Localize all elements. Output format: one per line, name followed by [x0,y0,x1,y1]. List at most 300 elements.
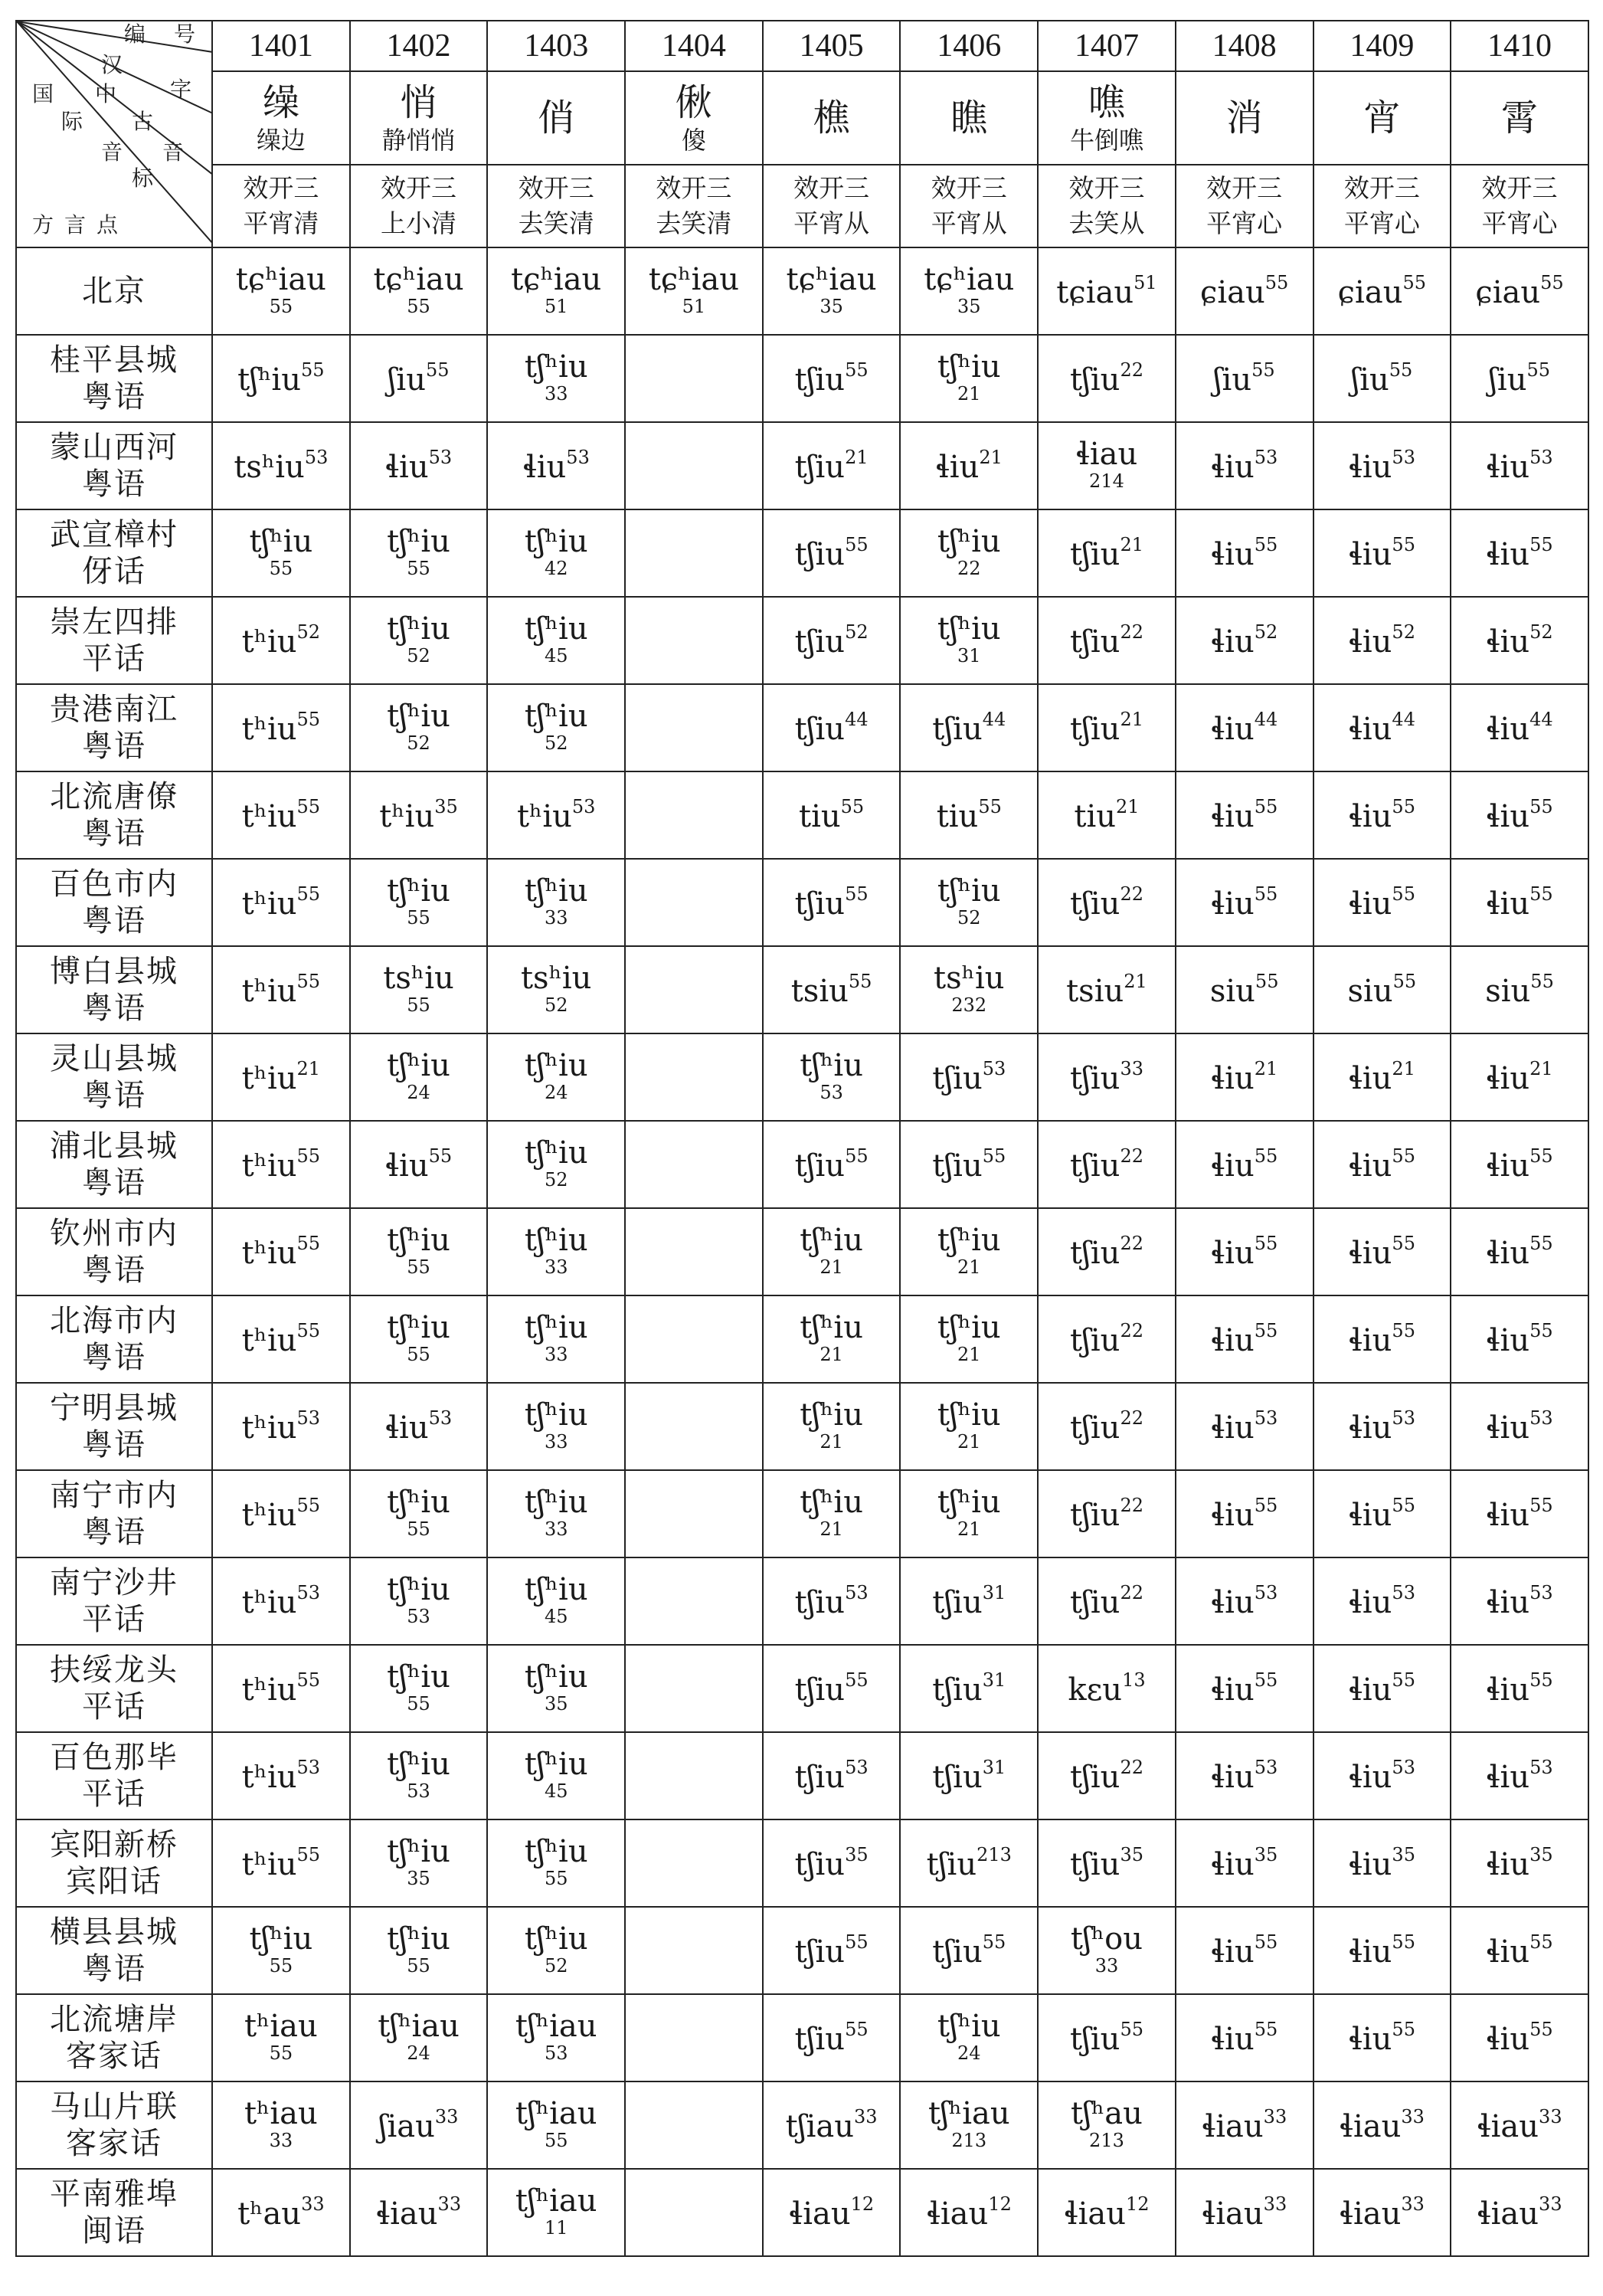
ipa-syllable: tʃʰiu [387,1484,450,1520]
dialect-point-label: 宾阳话 [66,1864,162,1899]
ipa-syllable: tsiu [790,973,849,1009]
tone-value: 22 [957,557,981,579]
ipa-transcription [373,263,463,316]
ipa-syllable: tʃiu [1069,1846,1120,1882]
ipa-syllable: ɬiu [1486,1497,1530,1533]
ipa-syllable: tʃiu [1069,362,1120,398]
ipa-transcription [927,2194,1012,2231]
pronunciation-cell [212,1994,350,2081]
dialect-point-cell [16,1121,212,1208]
tone-value: 55 [1540,271,1564,293]
ipa-transcription [1486,1757,1552,1794]
ipa-syllable: tɕiau [1056,274,1134,310]
char-number: 1410 [1451,21,1588,71]
pronunciation-cell [212,1470,350,1557]
corner-diagonals [17,21,212,244]
tone-value: 55 [1254,1232,1278,1254]
dialect-table [15,20,1589,2257]
tone-value: 33 [1539,2105,1562,2127]
ipa-syllable: tʃʰiu [937,1484,1001,1520]
tone-value: 55 [296,1319,321,1341]
tone-value: 55 [845,2018,869,2040]
tone-value: 55 [296,1494,321,1516]
ipa-transcription [234,447,328,484]
tone-value: 44 [845,708,869,730]
ipa-transcription [1489,360,1550,397]
pronunciation-cell [350,1383,488,1470]
pronunciation-cell [1313,1121,1451,1208]
ipa-syllable: ɬiu [1348,2021,1392,2057]
pronunciation-cell [625,2169,763,2256]
ipa-transcription [1349,1321,1415,1358]
ipa-transcription [1070,1495,1143,1532]
ipa-syllable: tʃʰiu [524,523,588,559]
dialect-point-label: 平话 [82,641,146,676]
tone-value: 55 [845,1931,869,1953]
tone-value: 35 [544,1692,568,1715]
ipa-syllable: ɬiu [1348,1410,1392,1446]
dialect-row [16,1557,1588,1645]
ipa-transcription [937,1311,1001,1364]
tone-value: 55 [978,795,1002,817]
tone-value: 55 [845,533,869,555]
dialect-point-label: 粤语 [82,379,146,414]
pronunciation-cell [1451,1732,1588,1819]
ipa-syllable: tʰiu [379,798,435,834]
ipa-syllable: tʃʰiu [387,611,450,647]
tone-value: 55 [1392,2018,1415,2040]
dialect-point-label: 北海市内 [50,1303,178,1338]
pronunciation-cell [900,2081,1038,2169]
tone-value: 213 [951,2129,987,2151]
tone-value: 21 [296,1057,321,1079]
tone-value: 33 [544,1518,568,1540]
ipa-transcription [242,1670,320,1707]
pronunciation-cell [763,1208,901,1295]
ipa-transcription [525,699,588,753]
tone-value: 21 [819,1256,843,1278]
dialect-point-cell [16,1907,212,1994]
dialect-point-cell [16,597,212,684]
ipa-transcription [387,525,450,578]
pronunciation-cell [212,1732,350,1819]
pronunciation-cell [350,1645,488,1732]
tone-value: 12 [850,2193,875,2215]
tone-value: 33 [1263,2105,1287,2127]
tone-value: 53 [296,1581,321,1603]
dialect-point-label: 粤语 [82,1515,146,1550]
pronunciation-cell [1451,1994,1588,2081]
phonological-class-cell [1176,165,1313,247]
tone-value: 55 [1264,271,1289,293]
corner-label: 汉 [101,52,123,77]
ipa-syllable: tʃʰau [1071,2095,1143,2131]
pronunciation-cell [212,1295,350,1383]
pronunciation-cell [212,247,350,335]
tone-value: 33 [434,2105,459,2127]
tone-value: 22 [1120,621,1143,643]
pronunciation-cell [212,1819,350,1907]
pronunciation-cell [625,1383,763,1470]
pronunciation-cell [763,247,901,335]
dialect-point-label: 北京 [82,273,146,309]
dialect-point-label: 北流塘岸 [50,2002,178,2037]
tone-value: 35 [1529,1843,1553,1865]
ipa-syllable: ɬiu [522,449,567,485]
dialect-row [16,1645,1588,1732]
tone-value: 33 [1120,1057,1143,1079]
pronunciation-cell [900,946,1038,1033]
ipa-syllable: tʃiu [932,1934,983,1970]
tone-value: 21 [957,1343,981,1365]
pronunciation-cell [1313,684,1451,771]
tone-value: 52 [544,1168,568,1191]
pronunciation-cell [625,771,763,859]
ipa-syllable: ɬiu [1348,1759,1392,1795]
ipa-transcription [1211,884,1277,921]
ipa-transcription [795,1932,869,1969]
ipa-syllable: tʃiu [1069,536,1120,572]
tone-value: 55 [296,1843,321,1865]
ipa-transcription [1070,1146,1143,1183]
tone-value: 24 [544,1081,568,1103]
tone-value: 55 [407,557,430,579]
ipa-transcription [932,709,1006,746]
ipa-transcription [242,1408,320,1445]
dialect-row [16,1208,1588,1295]
ipa-transcription [1475,273,1563,310]
pronunciation-cell [1451,335,1588,422]
dialect-point-label: 百色那毕 [50,1740,178,1775]
pronunciation-cell [487,509,625,597]
tone-value: 55 [845,359,869,381]
ipa-transcription [387,1747,450,1801]
ipa-transcription [1211,709,1277,746]
ipa-transcription [932,1932,1006,1969]
tone-value: 55 [848,970,872,992]
ipa-transcription [237,2194,325,2231]
phonological-class-line: 平宵心 [1343,208,1420,238]
corner-label: 中 [95,81,117,106]
ipa-syllable: tʃiu [794,2021,846,2057]
ipa-transcription [242,797,320,834]
tone-value: 55 [1530,970,1554,992]
ipa-transcription [525,1136,588,1190]
ipa-transcription [236,263,326,316]
tone-value: 213 [977,1843,1012,1865]
tone-value: 53 [1392,1407,1415,1429]
ipa-syllable: tʃʰiu [524,1047,588,1083]
tone-value: 55 [296,883,321,905]
ipa-syllable: ɬiu [1211,624,1255,660]
pronunciation-cell [487,1033,625,1121]
pronunciation-cell [900,1557,1038,1645]
ipa-syllable: tʃʰiu [800,1309,863,1345]
tone-value: 55 [269,557,293,579]
pronunciation-cell [900,684,1038,771]
ipa-syllable: ɬiau [1339,2196,1402,2232]
tone-value: 21 [957,1518,981,1540]
tone-value: 53 [566,446,590,468]
ipa-syllable: tʰiu [241,1322,297,1358]
pronunciation-cell [625,1732,763,1819]
ipa-syllable: ɬiu [384,1410,429,1446]
dialect-row [16,1732,1588,1819]
tone-value: 22 [1120,1494,1143,1516]
pronunciation-cell [487,1994,625,2081]
ipa-transcription [1349,1233,1415,1270]
ipa-syllable: tʰiu [241,711,297,747]
tone-value: 52 [544,1954,568,1977]
pronunciation-cell [1313,1033,1451,1121]
dialect-row [16,1383,1588,1470]
pronunciation-cell [350,1819,488,1907]
tone-value: 52 [845,621,869,643]
tone-value: 53 [428,1407,453,1429]
ipa-syllable: tʃʰiu [524,1659,588,1695]
pronunciation-cell [763,1295,901,1383]
ipa-transcription [932,1146,1006,1183]
ipa-syllable: ʃiu [1489,362,1527,398]
tone-value: 52 [296,621,321,643]
tone-value: 21 [1392,1057,1415,1079]
tone-value: 55 [1251,359,1275,381]
tone-value: 44 [1254,708,1278,730]
ipa-syllable: tʃiu [794,1584,846,1620]
phonological-class-cell [1038,165,1176,247]
pronunciation-cell [350,2081,488,2169]
ipa-syllable: ɬiu [1211,1497,1255,1533]
pronunciation-cell [1451,2081,1588,2169]
ipa-transcription [1486,1146,1552,1183]
ipa-syllable: tʰiu [241,886,297,922]
dialect-point-cell [16,1645,212,1732]
pronunciation-cell [350,1295,488,1383]
ipa-transcription [1211,1059,1277,1096]
tone-value: 22 [1120,883,1143,905]
pronunciation-cell [1176,2169,1313,2256]
pronunciation-cell [350,509,488,597]
pronunciation-cell [350,1470,488,1557]
tone-value: 53 [982,1057,1006,1079]
corner-label: 方 [32,212,54,237]
pronunciation-cell [1176,1033,1313,1121]
ipa-syllable: tʃiu [1069,624,1120,660]
character-cell [1176,71,1313,165]
pronunciation-cell [1176,771,1313,859]
tone-value: 55 [1529,533,1553,555]
corner-label: 号 [174,21,196,47]
ipa-transcription [387,1049,450,1102]
ipa-transcription [936,447,1003,484]
pronunciation-cell [1313,2081,1451,2169]
ipa-syllable: ɬiu [1348,1846,1392,1882]
pronunciation-cell [1176,1383,1313,1470]
ipa-transcription [1349,1495,1415,1532]
ipa-syllable: ɬiau [789,2196,851,2232]
pronunciation-cell [1313,335,1451,422]
pronunciation-cell [1176,1295,1313,1383]
ipa-transcription [244,2097,318,2150]
pronunciation-cell [1176,1645,1313,1732]
pronunciation-cell [1313,2169,1451,2256]
ipa-syllable: tʰiu [241,1759,297,1795]
character-cell [1313,71,1451,165]
pronunciation-cell [1038,1732,1176,1819]
char-number: 1406 [900,21,1038,71]
pronunciation-cell [350,1994,488,2081]
dialect-point-label: 百色市内 [50,866,178,902]
pronunciation-cell [212,1121,350,1208]
pronunciation-cell [487,1557,625,1645]
ipa-syllable: tʰiu [516,798,572,834]
ipa-syllable: tʃʰiu [524,1833,588,1869]
ipa-syllable: tʃiu [794,624,846,660]
ipa-syllable: tʃʰiau [515,2183,597,2219]
ipa-syllable: tʃiau [785,2108,854,2144]
ipa-syllable: tʰau [237,2196,302,2232]
ipa-syllable: ɬiu [1348,1934,1392,1970]
tone-value: 21 [819,1343,843,1365]
tone-value: 33 [301,2193,325,2215]
ipa-transcription [1070,1321,1143,1358]
pronunciation-cell [1176,684,1313,771]
tone-value: 53 [296,1756,321,1778]
pronunciation-cell [212,1645,350,1732]
ipa-transcription [1070,1845,1143,1882]
tone-value: 21 [957,382,981,405]
dialect-point-label: 扶绥龙头 [50,1652,178,1688]
dialect-point-cell [16,247,212,335]
tone-value: 55 [1254,1145,1278,1167]
tone-value: 55 [1392,1232,1415,1254]
ipa-transcription [795,1146,869,1183]
ipa-transcription [932,1059,1006,1096]
pronunciation-cell [212,2169,350,2256]
tone-value: 55 [269,1954,293,1977]
tone-value: 21 [957,1430,981,1453]
tone-value: 55 [1255,970,1279,992]
pronunciation-cell [625,1907,763,1994]
character: 宵 [1363,97,1401,139]
tone-value: 35 [434,795,458,817]
pronunciation-cell [1313,1557,1451,1645]
tone-value: 52 [407,644,430,667]
pronunciation-cell [212,1907,350,1994]
character-note: 缲边 [256,126,306,155]
char-number: 1402 [350,21,488,71]
ipa-syllable: ɬiu [1486,1322,1530,1358]
ipa-syllable: ɬiu [1211,711,1255,747]
phonological-class-line: 效开三 [381,173,457,203]
tone-value: 55 [425,359,450,381]
ipa-syllable: ɬiu [1348,1584,1392,1620]
ipa-syllable: ɬiu [1211,2021,1255,2057]
ipa-syllable: ɬiu [1211,1148,1255,1184]
pronunciation-cell [763,1994,901,2081]
ipa-transcription [1349,535,1415,572]
pronunciation-cell [763,946,901,1033]
pronunciation-cell [763,597,901,684]
pronunciation-cell [1176,509,1313,597]
dialect-row [16,1295,1588,1383]
tone-value: 21 [1120,708,1143,730]
pronunciation-cell [900,2169,1038,2256]
tone-value: 33 [1539,2193,1562,2215]
ipa-syllable: ʃiu [1213,362,1252,398]
tone-value: 22 [1120,1319,1143,1341]
pronunciation-cell [1313,1907,1451,1994]
ipa-transcription [932,1670,1006,1707]
tone-value: 55 [269,2042,293,2064]
tone-value: 33 [544,382,568,405]
ipa-syllable: tʃʰiu [524,873,588,909]
tone-value: 33 [1401,2105,1425,2127]
tone-value: 24 [407,1081,430,1103]
character: 噍 [1088,81,1125,124]
char-number: 1403 [487,21,625,71]
tone-value: 55 [1529,1319,1553,1341]
dialect-point-label: 粤语 [82,816,146,851]
ipa-transcription [1070,709,1143,746]
ipa-syllable: ɬiu [1486,536,1530,572]
ipa-syllable: tsʰiu [234,449,305,485]
pronunciation-cell [625,1645,763,1732]
pronunciation-cell [212,597,350,684]
ipa-syllable: ɬiu [1211,1846,1255,1882]
ipa-transcription [1214,360,1275,397]
pronunciation-cell [487,335,625,422]
ipa-syllable: tʃʰiu [524,1571,588,1607]
pronunciation-cell [1176,1907,1313,1994]
pronunciation-cell [350,771,488,859]
pronunciation-cell [1451,946,1588,1033]
ipa-syllable: ɬiau [1202,2196,1264,2232]
dialect-point-label: 南宁市内 [50,1478,178,1513]
pronunciation-cell [1451,1121,1588,1208]
dialect-point-label: 粤语 [82,729,146,764]
ipa-transcription [379,797,457,834]
ipa-syllable: ɬiu [1211,1934,1255,1970]
ipa-syllable: tʃiu [932,1584,983,1620]
pronunciation-cell [350,859,488,946]
ipa-syllable: ɬiu [1486,449,1530,485]
pronunciation-cell [625,1470,763,1557]
pronunciation-cell [1038,1470,1176,1557]
pronunciation-cell [900,1033,1038,1121]
pronunciation-cell [1451,684,1588,771]
ipa-syllable: tʃʰiu [249,1921,313,1957]
ipa-transcription [515,2184,597,2238]
ipa-transcription [1210,971,1279,1008]
dialect-row [16,422,1588,509]
ipa-syllable: tʃiu [794,536,846,572]
dialect-point-label: 马山片联 [50,2089,178,2124]
pronunciation-cell [350,422,488,509]
ipa-transcription [937,797,1002,834]
ipa-syllable: tɕʰiau [648,261,739,297]
tone-value: 53 [296,1407,321,1429]
pronunciation-cell [900,1470,1038,1557]
tone-value: 21 [845,446,869,468]
phonological-class-line: 去笑从 [1068,208,1145,238]
ipa-transcription [237,360,324,397]
tone-value: 21 [1254,1057,1278,1079]
ipa-syllable: tɕʰiau [786,261,877,297]
corner-label: 编 [124,21,146,47]
tone-value: 52 [1529,621,1553,643]
ipa-transcription [525,612,588,666]
